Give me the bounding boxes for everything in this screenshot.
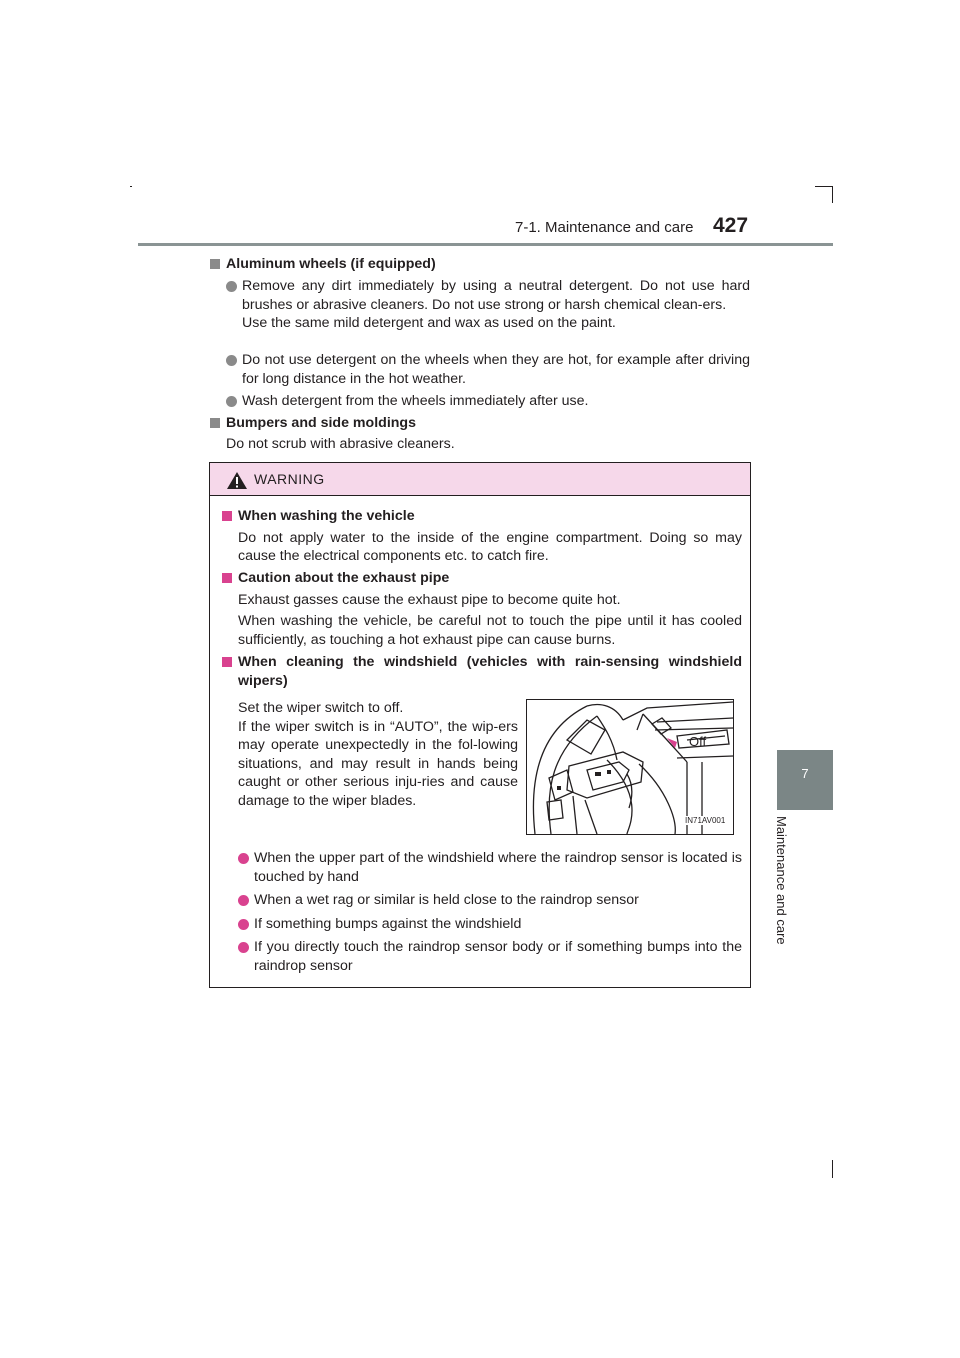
square-bullet-icon	[222, 511, 232, 521]
warning-header	[210, 463, 750, 496]
chapter-number: 7	[801, 766, 809, 781]
warning-windshield	[222, 653, 742, 690]
circle-bullet-icon	[226, 281, 237, 292]
windshield-instructions	[222, 699, 518, 810]
warning-exhaust	[222, 569, 742, 649]
circle-bullet-icon	[238, 853, 249, 864]
page-number: 427	[713, 214, 749, 237]
warning-washing	[222, 507, 742, 566]
square-bullet-icon	[222, 573, 232, 583]
header-rule	[138, 243, 833, 246]
bumpers-text: Do not scrub with abrasive cleaners.	[226, 436, 455, 452]
crop-mark	[832, 1160, 833, 1178]
heading-windshield: When cleaning the windshield (vehicles with rain-sensing windshield wipers)	[222, 653, 742, 690]
figure-off-label: Off	[689, 734, 707, 749]
exhaust-text-1: Exhaust gasses cause the exhaust pipe to become quite hot.	[238, 591, 621, 608]
windshield-bullets	[222, 849, 742, 975]
square-bullet-icon	[222, 657, 232, 667]
windshield-line1: Set the wiper switch to off.	[238, 700, 404, 716]
warning-triangle-icon	[226, 471, 248, 490]
windshield-bullet: When the upper part of the windshield where the raindrop sensor is located is touched by hand	[222, 849, 742, 886]
wiper-switch-illustration	[526, 699, 734, 835]
circle-bullet-icon	[226, 355, 237, 366]
windshield-text: If the wiper switch is in “AUTO”, the wip-ers may operate unexpectedly in the fol-lowing situations, and may result in hands being caught or other serious inju-ries and cause damage to the wiper blades.	[238, 718, 518, 809]
windshield-bullet: If something bumps against the windshield	[222, 915, 742, 934]
windshield-bullet: If you directly touch the raindrop sensor body or if something bumps into the raindrop sensor	[222, 938, 742, 975]
crop-mark	[832, 186, 833, 203]
exhaust-text-2: When washing the vehicle, be careful not to touch the pipe until it has cooled sufficiently, as touching a hot exhaust pipe can cause burns.	[238, 613, 742, 648]
circle-bullet-icon	[226, 396, 237, 407]
square-bullet-icon	[210, 259, 220, 269]
bullet-item: Do not use detergent on the wheels when they are hot, for example after driving for long distance in the hot weather.	[210, 351, 750, 388]
bullet-item: Wash detergent from the wheels immediately after use.	[210, 392, 750, 411]
crop-mark	[815, 186, 833, 187]
circle-bullet-icon	[238, 895, 249, 906]
crop-mark	[130, 186, 132, 187]
windshield-bullet: When a wet rag or similar is held close to the raindrop sensor	[222, 891, 742, 910]
warning-box	[209, 462, 751, 988]
heading-exhaust: Caution about the exhaust pipe	[222, 569, 742, 588]
chapter-label: Maintenance and care	[774, 816, 789, 945]
heading-washing: When washing the vehicle	[222, 507, 742, 526]
heading-aluminum: Aluminum wheels (if equipped)	[210, 255, 436, 274]
washing-text: Do not apply water to the inside of the engine compartment. Doing so may cause the electrical components etc. to catch fire.	[238, 529, 742, 564]
bullet-item: Remove any dirt immediately by using a neutral detergent. Do not use hard brushes or abrasive cleaners. Do not use strong or harsh chemical clean-ers. Use the same mild detergent and wax as used on the paint.	[210, 277, 750, 333]
section-title: 7-1. Maintenance and care	[515, 219, 694, 236]
square-bullet-icon	[210, 418, 220, 428]
warning-label: WARNING	[254, 471, 325, 487]
figure-code: IN71AV001	[685, 816, 726, 825]
heading-bumpers: Bumpers and side moldings	[210, 414, 416, 433]
circle-bullet-icon	[238, 942, 249, 953]
circle-bullet-icon	[238, 919, 249, 930]
